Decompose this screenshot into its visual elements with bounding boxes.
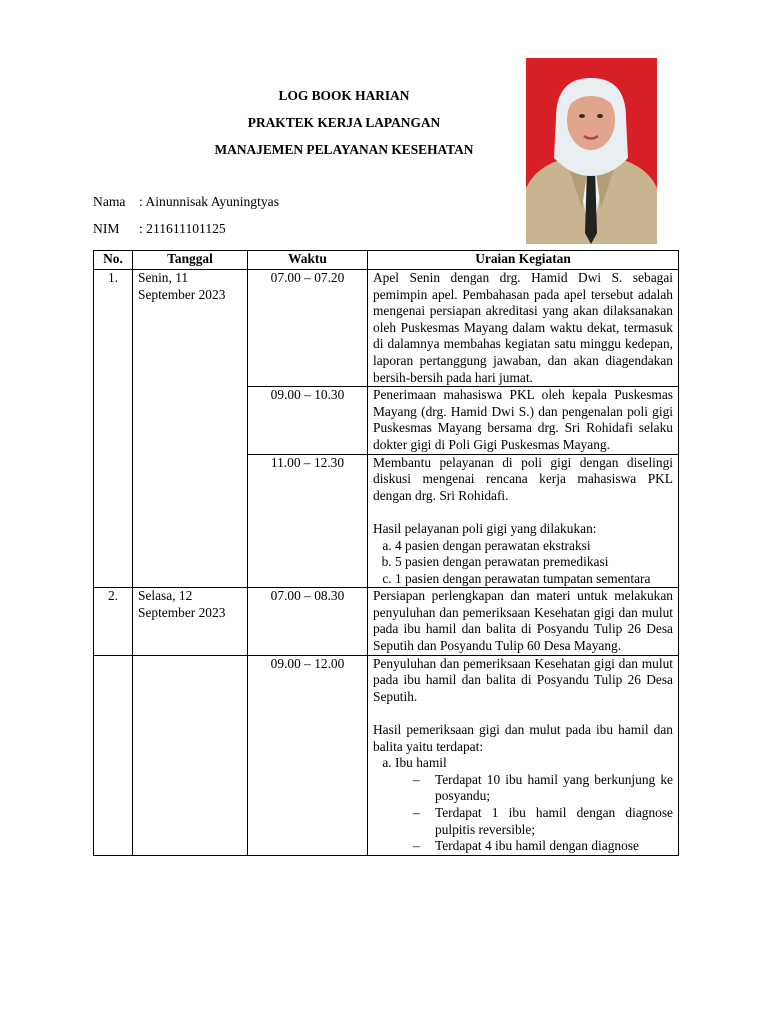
activity-text: Membantu pelayanan di poli gigi dengan diselingi diskusi mengenai rencana kerja mahasiswa PKL dengan drg. Sri Rohidafi.	[373, 454, 673, 503]
row-activity: Persiapan perlengkapan dan materi untuk melakukan penyuluhan dan pemeriksaan Kesehatan gigi dan mulut pada ibu hamil dan balita di Posyandu Tulip 26 Desa Seputih dan Posyandu Tulip 60 Desa Mayang.	[368, 588, 679, 655]
row-time: 09.00 – 10.30	[248, 387, 368, 454]
list-item: – Terdapat 10 ibu hamil yang berkunjung ke posyandu;	[435, 772, 673, 805]
student-nim-row	[93, 221, 226, 238]
result-heading: Hasil pelayanan poli gigi yang dilakukan:	[373, 520, 597, 536]
student-name-row	[93, 194, 279, 211]
list-item: – Terdapat 1 ibu hamil dengan diagnose pulpitis reversible;	[435, 805, 673, 838]
subject-title: MANAJEMEN PELAYANAN KESEHATAN	[214, 142, 474, 157]
group-label: Ibu hamil	[395, 755, 447, 771]
list-item: c. 1 pasien dengan perawatan tumpatan sementara	[395, 571, 673, 588]
row-time: 07.00 – 07.20	[248, 270, 368, 387]
table-row	[94, 588, 679, 655]
program-title: PRAKTEK KERJA LAPANGAN	[247, 115, 441, 130]
list-item: – Terdapat 4 ibu hamil dengan diagnose	[435, 838, 673, 855]
row-time: 07.00 – 08.30	[248, 588, 368, 655]
row-time: 11.00 – 12.30	[248, 454, 368, 588]
list-item: b. 5 pasien dengan perawatan premedikasi	[395, 554, 673, 571]
logbook-table	[93, 250, 679, 856]
result-heading: Hasil pemeriksaan gigi dan mulut pada ibu hamil dan balita yaitu terdapat:	[373, 722, 673, 754]
row-activity	[368, 454, 679, 588]
nim-label: NIM	[93, 221, 120, 236]
list-item	[395, 755, 673, 855]
sub-list	[395, 772, 673, 855]
row-time: 09.00 – 12.00	[248, 655, 368, 855]
table-header-row	[94, 251, 679, 270]
result-list	[373, 755, 673, 855]
row-number: 2.	[94, 588, 133, 655]
row-number-empty	[94, 655, 133, 855]
row-activity: Penerimaan mahasiswa PKL oleh kepala Puskesmas Mayang (drg. Hamid Dwi S.) dan pengenalan poli gigi Puskesmas Mayang bersama drg. Sri Rohidafi selaku dokter gigi di Poli Gigi Puskesmas Mayang.	[368, 387, 679, 454]
col-header-activity: Uraian Kegiatan	[368, 251, 679, 270]
col-header-time: Waktu	[248, 251, 368, 270]
row-date: Senin, 11 September 2023	[133, 270, 248, 588]
nim-value: : 211611101125	[139, 221, 226, 236]
name-label: Nama	[93, 194, 126, 209]
table-row	[94, 655, 679, 855]
result-list	[373, 538, 673, 588]
name-value: : Ainunnisak Ayuningtyas	[139, 194, 279, 209]
student-photo	[526, 58, 657, 244]
col-header-no: No.	[94, 251, 133, 270]
table-row	[94, 270, 679, 387]
col-header-date: Tanggal	[133, 251, 248, 270]
row-date: Selasa, 12 September 2023	[133, 588, 248, 655]
row-activity: Apel Senin dengan drg. Hamid Dwi S. sebagai pemimpin apel. Pembahasan pada apel tersebut adalah mengenai persiapan akreditasi yang akan dilaksanakan oleh Puskesmas Mayang dalam waktu dekat, termasuk di dalamnya membahas kegiatan satu minggu kedepan, laporan pertanggung jawaban, dan akan diagendakan bersih-bersih pada hari jumat.	[368, 270, 679, 387]
list-item: a. 4 pasien dengan perawatan ekstraksi	[395, 538, 673, 555]
row-number: 1.	[94, 270, 133, 588]
row-activity	[368, 655, 679, 855]
activity-text: Penyuluhan dan pemeriksaan Kesehatan gigi dan mulut pada ibu hamil dan balita di Posyandu Tulip 26 Desa Seputih.	[373, 655, 673, 704]
row-date-empty	[133, 655, 248, 855]
logbook-title: LOG BOOK HARIAN	[278, 88, 410, 103]
